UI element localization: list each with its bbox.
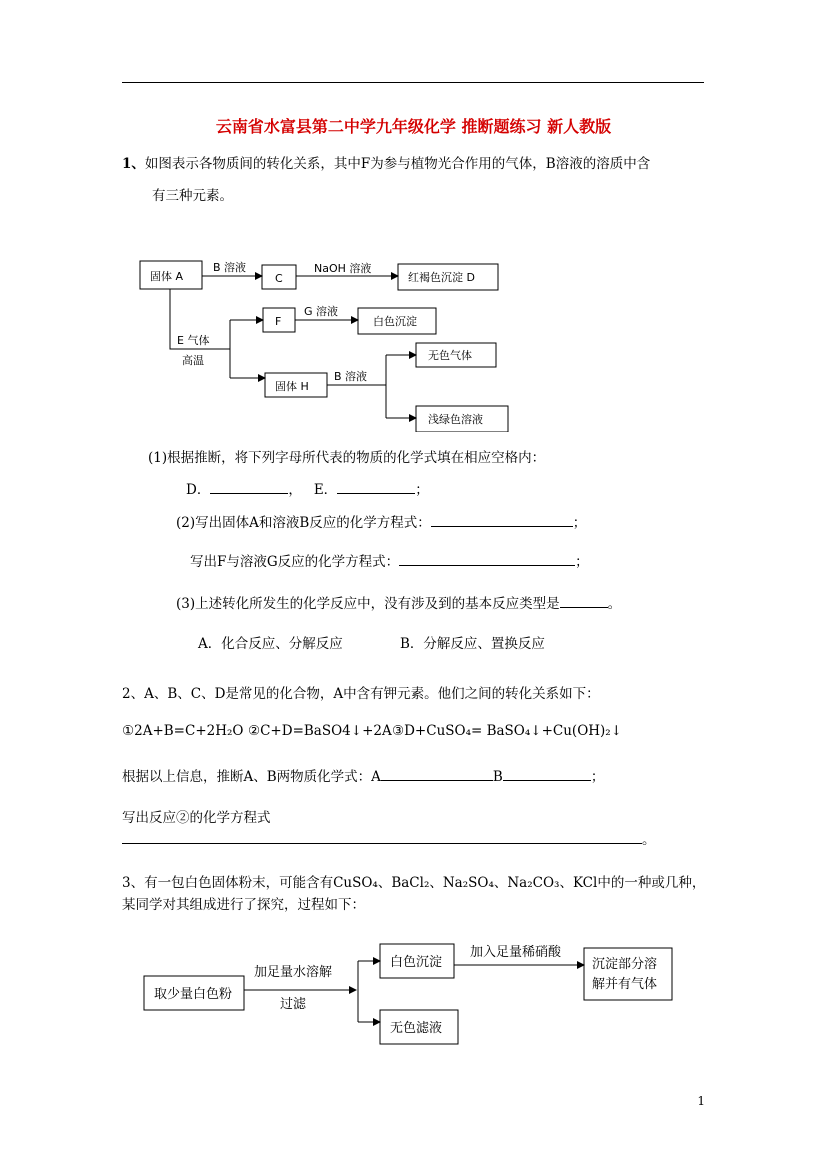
q1-sub2b [190, 550, 589, 570]
end-mark: 。 [642, 832, 656, 848]
q1-sub2 [176, 511, 586, 531]
label-b-solution-2: B 溶液 [334, 370, 368, 383]
q1-diagram [130, 248, 530, 432]
blank-equation-f-g[interactable] [399, 551, 575, 566]
label-colorless-filtrate: 无色滤液 [390, 1021, 443, 1036]
q1-line2: 有三种元素。 [152, 188, 233, 204]
q3-diagram [140, 938, 700, 1048]
q2-line3 [122, 765, 604, 785]
page-number: 1 [697, 1094, 705, 1108]
q3-line2: 某同学对其组成进行了探究，过程如下： [122, 897, 365, 913]
label-white-precipitate-2: 白色沉淀 [390, 955, 443, 970]
label-red-brown-precipitate: 红褐色沉淀 D [408, 271, 475, 284]
label-e-gas: E 气体 [177, 334, 210, 347]
label-high-temp: 高温 [182, 354, 204, 367]
end-mark: ； [590, 769, 605, 785]
label-light-green-solution: 浅绿色溶液 [428, 413, 483, 426]
q1-line1 [122, 152, 650, 172]
page-title: 云南省水富县第二中学九年级化学 推断题练习 新人教版 [215, 117, 612, 136]
end-mark: ； [575, 554, 589, 570]
label-add-acid: 加入足量稀硝酸 [470, 945, 562, 960]
q2-line3-text: 根据以上信息，推断A、B两物质化学式：A [122, 769, 381, 785]
end-mark: 。 [607, 596, 622, 612]
label-d: D． [186, 482, 211, 498]
q2-line5 [122, 828, 656, 848]
q1-sub3 [176, 592, 621, 612]
label-add-water: 加足量水溶解 [254, 965, 333, 980]
option-b: B．分解反应、置换反应 [400, 636, 545, 652]
q1-sub1: (1)根据推断，将下列字母所代表的物质的化学式填在相应空格内： [148, 450, 546, 466]
label-start: 取少量白色粉 [154, 987, 233, 1002]
label-b-solution: B 溶液 [213, 261, 247, 274]
blank-b[interactable] [503, 766, 591, 781]
box-result [584, 948, 672, 1000]
q1-number: 1、 [122, 156, 145, 172]
blank-reaction-type[interactable] [560, 593, 608, 608]
label-e: E． [313, 482, 338, 498]
label-result-line1: 沉淀部分溶 [592, 957, 658, 972]
label-solid-a: 固体 A [150, 270, 184, 283]
q3-line1: 3、有一包白色固体粉末，可能含有CuSO₄、BaCl₂、Na₂SO₄、Na₂CO₃、KCl中的一种或几种， [122, 875, 706, 891]
label-result-line2: 解并有气体 [592, 977, 658, 992]
separator: ， [288, 482, 302, 498]
label-f: F [275, 315, 282, 328]
blank-a[interactable] [381, 766, 493, 781]
option-a: A．化合反应、分解反应 [198, 636, 343, 652]
label-filter: 过滤 [280, 997, 307, 1012]
q1-sub2b-text: 写出F与溶液G反应的化学方程式： [190, 554, 400, 570]
label-c: C [275, 272, 283, 285]
q2-eq2: ②C+D=BaSO4↓+2A [248, 723, 392, 739]
blank-d[interactable] [210, 479, 288, 494]
label-white-precipitate: 白色沉淀 [373, 315, 417, 328]
header-rule [122, 82, 704, 83]
q2-eq1: ①2A+B=C+2H₂O [122, 723, 244, 739]
label-solid-h: 固体 H [275, 380, 309, 393]
q1-sub2-text: (2)写出固体A和溶液B反应的化学方程式： [176, 515, 431, 531]
q2-line4: 写出反应②的化学方程式 [122, 810, 271, 826]
label-colorless-gas: 无色气体 [428, 349, 472, 362]
q2-line1: 2、A、B、C、D是常见的化合物，A中含有钾元素。他们之间的转化关系如下： [122, 686, 600, 702]
label-g-solution: G 溶液 [304, 305, 339, 318]
end-mark: ； [572, 515, 587, 531]
label-naoh-solution: NaOH 溶液 [314, 262, 372, 275]
end-mark: ； [415, 482, 429, 498]
blank-equation-2[interactable] [122, 829, 642, 844]
blank-e[interactable] [337, 479, 415, 494]
q1-sub3-text: (3)上述转化所发生的化学反应中，没有涉及到的基本反应类型是 [176, 596, 560, 612]
q1-sub1-blanks [186, 478, 429, 498]
blank-equation-a-b[interactable] [431, 512, 573, 527]
label-b: B [492, 769, 503, 785]
q1-text: 如图表示各物质间的转化关系，其中F为参与植物光合作用的气体，B溶液的溶质中含 [144, 156, 651, 172]
q2-eq3: ③D+CuSO₄= BaSO₄↓+Cu(OH)₂↓ [392, 723, 623, 739]
